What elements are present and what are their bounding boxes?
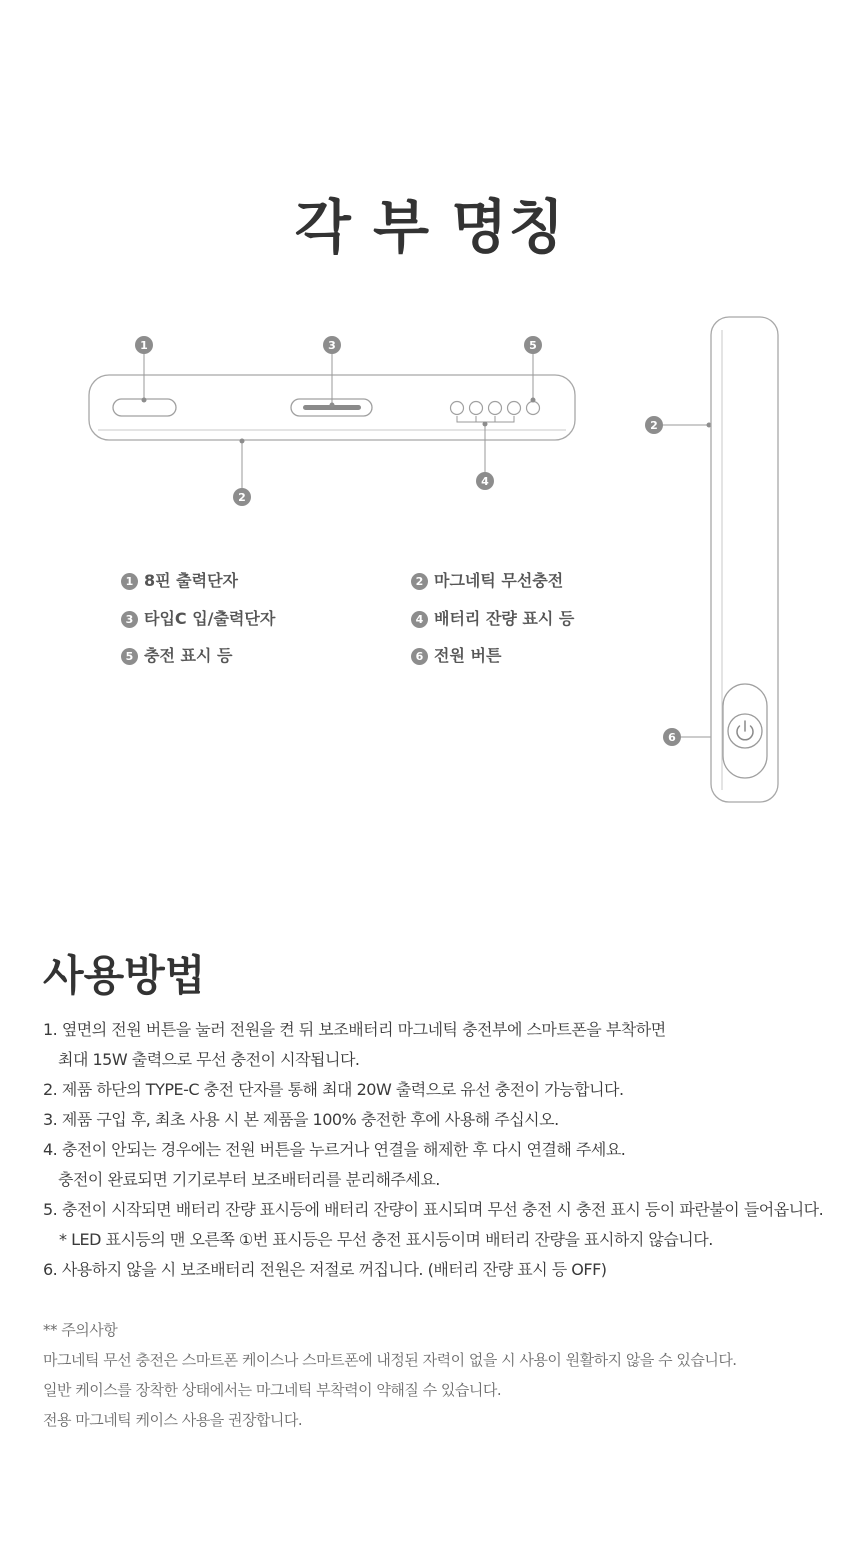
legend-number: 4 xyxy=(411,611,428,628)
marker-4 xyxy=(476,472,494,490)
battery-side-view xyxy=(711,317,778,802)
usage-step: 3. 제품 구입 후, 최초 사용 시 본 제품을 100% 충전한 후에 사용해 주십시오. xyxy=(43,1110,559,1129)
caution-line: 전용 마그네틱 케이스 사용을 권장합니다. xyxy=(43,1411,303,1429)
legend-label: 전원 버튼 xyxy=(434,646,502,665)
usage-step: 6. 사용하지 않을 시 보조배터리 전원은 저절로 꺼집니다. (배터리 잔량 표시 등 OFF) xyxy=(43,1260,607,1279)
marker-5 xyxy=(524,336,542,354)
legend-label: 8핀 출력단자 xyxy=(144,571,238,590)
caution-line: 마그네틱 무선 충전은 스마트폰 케이스나 스마트폰에 내정된 자력이 없을 시 사용이 원활하지 않을 수 있습니다. xyxy=(43,1351,737,1369)
marker-3 xyxy=(323,336,341,354)
page-title: 각 부 명칭 xyxy=(294,193,566,261)
legend-item-charging-led xyxy=(121,643,232,666)
usage-step: 5. 충전이 시작되면 배터리 잔량 표시등에 배터리 잔량이 표시되며 무선 충전 시 충전 표시 등이 파란불이 들어옵니다. xyxy=(43,1200,824,1219)
svg-text:1: 1 xyxy=(140,339,148,352)
marker-2-side xyxy=(645,416,663,434)
legend-label: 타입C 입/출력단자 xyxy=(144,609,276,628)
usage-step: * LED 표시등의 맨 오른쪽 ①번 표시등은 무선 충전 표시등이며 배터리 잔량을 표시하지 않습니다. xyxy=(59,1230,713,1249)
legend-label: 배터리 잔량 표시 등 xyxy=(434,609,575,628)
power-icon xyxy=(728,714,762,748)
legend-number: 3 xyxy=(121,611,138,628)
svg-text:6: 6 xyxy=(668,731,676,744)
legend-label: 충전 표시 등 xyxy=(144,646,233,665)
legend-item-power-button xyxy=(411,643,501,666)
legend-item-typec xyxy=(121,606,275,629)
legend-item-8pin xyxy=(121,568,238,591)
usage-step: 4. 충전이 안되는 경우에는 전원 버튼을 누르거나 연결을 해제한 후 다시 연결해 주세요. xyxy=(43,1140,626,1159)
caution-heading: ** 주의사항 xyxy=(43,1321,118,1339)
legend-label: 마그네틱 무선충전 xyxy=(434,571,564,590)
marker-1 xyxy=(135,336,153,354)
usage-step: 1. 옆면의 전원 버튼을 눌러 전원을 켠 뒤 보조배터리 마그네틱 충전부에 스마트폰을 부착하면 xyxy=(43,1020,666,1039)
legend-number: 5 xyxy=(121,648,138,665)
svg-text:2: 2 xyxy=(650,419,658,432)
usage-steps xyxy=(43,1015,853,1285)
usage-step: 2. 제품 하단의 TYPE-C 충전 단자를 통해 최대 20W 출력으로 유선 충전이 가능합니다. xyxy=(43,1080,624,1099)
legend-item-battery-level xyxy=(411,606,574,629)
marker-6 xyxy=(663,728,681,746)
legend-number: 2 xyxy=(411,573,428,590)
svg-text:4: 4 xyxy=(481,475,489,488)
cautions xyxy=(43,1315,853,1435)
legend-number: 6 xyxy=(411,648,428,665)
usage-title: 사용방법 xyxy=(43,951,206,1000)
svg-text:5: 5 xyxy=(529,339,537,352)
marker-2-bottom xyxy=(233,488,251,506)
caution-line: 일반 케이스를 장착한 상태에서는 마그네틱 부착력이 약해질 수 있습니다. xyxy=(43,1381,502,1399)
svg-text:3: 3 xyxy=(328,339,336,352)
legend-number: 1 xyxy=(121,573,138,590)
usage-step: 충전이 완료되면 기기로부터 보조배터리를 분리해주세요. xyxy=(58,1170,440,1189)
usage-step: 최대 15W 출력으로 무선 충전이 시작됩니다. xyxy=(58,1050,360,1069)
charging-led xyxy=(527,402,540,415)
svg-text:2: 2 xyxy=(238,491,246,504)
legend-item-magnetic xyxy=(411,568,563,591)
